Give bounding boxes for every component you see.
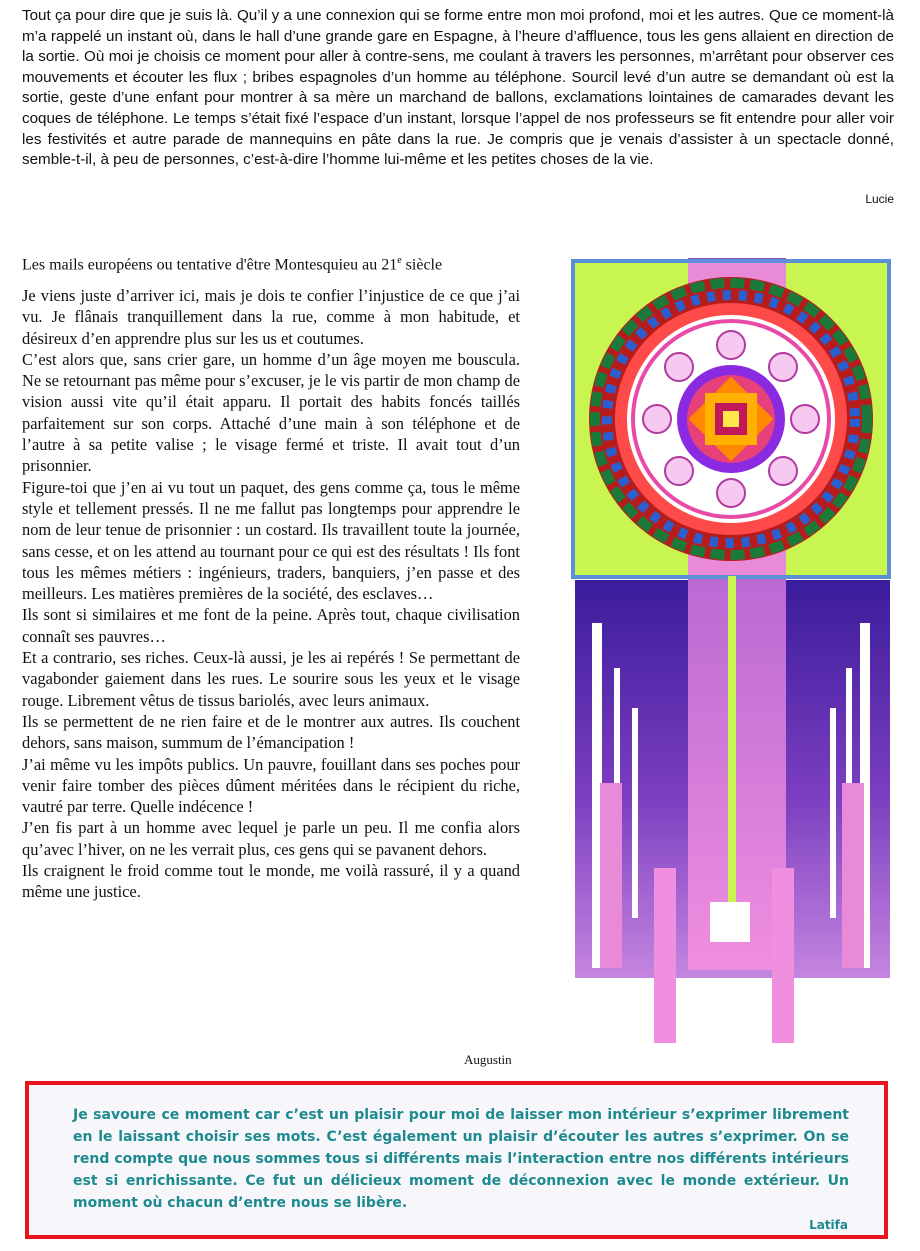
augustin-signature: Augustin xyxy=(464,1052,512,1067)
article-paragraph: J’en fis part à un homme avec lequel je parle un peu. Il me confia alors qu’avec l’hiver, on ne les verrait plus, ces gens qui se pavanent dehors. xyxy=(22,818,520,859)
article-paragraph: J’ai même vu les impôts publics. Un pauvre, fouillant dans ses poches pour venir faire tomber des pièces dûment méritées dans le récipient du riche, vautré par terre. Quelle indécence ! xyxy=(22,754,520,817)
article-title: Les mails européens ou tentative d'être Montesquieu au 21e siècle xyxy=(22,255,443,274)
latifa-box xyxy=(25,1081,888,1239)
lucie-signature: Lucie xyxy=(865,192,894,206)
article-paragraph: Ils sont si similaires et me font de la peine. Après tout, chaque civilisation connaît ses pauvres… xyxy=(22,605,520,646)
article-paragraph: Ils se permettent de ne rien faire et de le montrer aux autres. Ils couchent dehors, sans maison, summum de l’émancipation ! xyxy=(22,711,520,753)
article-paragraph: C’est alors que, sans crier gare, un homme d’un âge moyen me bouscula. Ne se retournant pas même pour s’excuser, je le vis partir de mon champ de vision aussi vite qu’il était apparu. Il portait des habits foncés taillés parfaitement sur son corps. Attaché d’une main à son téléphone et de l’autre à sa petite valise ; le visage fermé et triste. Il avait tout d’un prisonnier. xyxy=(22,349,520,476)
article-body xyxy=(22,285,520,903)
latifa-text: Je savoure ce moment car c’est un plaisir pour moi de laisser mon intérieur s’exprimer librement en le laissant choisir ses mots. C’est également un plaisir d’écouter les autres s’exprimer. On se rend compte que nous sommes tous si différents mais l’interaction entre nos différents intérieurs est si enrichissante. Ce fut un délicieux moment de déconnexion avec le monde extérieur. Un moment où chacun d’entre nous se libère. xyxy=(73,1107,849,1211)
article-paragraph: Figure-toi que j’en ai vu tout un paquet, des gens comme ça, tous le même style et tellement pressés. Il ne me fallut pas longtemps pour apprendre le nom de leur tenue de prisonnier : un costard. Ils travaillent toute la journée, sans cesse, et on les attend au tournant pour ce qui est des résultats ! Ils font tous les mêmes métiers : ingénieurs, traders, banquiers, j’en passe et des meilleurs. Les matières premières de la société, des esclaves… xyxy=(22,477,520,604)
lucie-text: Tout ça pour dire que je suis là. Qu’il y a une connexion qui se forme entre mon moi profond, moi et les autres. Que ce moment-là m’a rappelé un instant où, dans le hall d’une grande gare en Espagne, à l’heure d’affluence, tous les gens allaient en direction de la sortie. Où moi je choisis ce moment pour aller à contre-sens, me coulant à travers les personnes, m’arrêtant pour observer ces mouvements et écouter les flux ; bribes espagnoles d’un homme au téléphone. Sourcil levé d’un autre se demandant où est la sortie, geste d’une enfant pour montrer à sa mère un marchand de ballons, exclamations lointaines de camarades devant les coques de téléphone. Le temps s’était fixé l’espace d’un instant, lorsque l’appel de nos professeurs se fit entendre pour aller voir les festivités et autre parade de mannequins en pâte dans la rue. Je compris que je venais d’assister à un spectacle donné, semble-t-il, à peu de personnes, c’est-à-dire l’homme lui-même et les petites choses de la vie. xyxy=(22,7,894,169)
article-paragraph: Et a contrario, ses riches. Ceux-là aussi, je les ai repérés ! Se permettant de vagabonder gaiement dans les rues. Le sourire sous les yeux et le visage rouge. Librement vêtus de tissus bariolés, avec leurs animaux. xyxy=(22,648,520,710)
mandala-artwork xyxy=(570,258,896,1048)
article-paragraph: Je viens juste d’arriver ici, mais je dois te confier l’injustice de ce que j’ai vu. Je flânais tranquillement dans la rue, comme à mon habitude, et désireux d’en apprendre plus sur les us et coutumes. xyxy=(22,286,520,348)
latifa-signature: Latifa xyxy=(809,1218,848,1232)
article-paragraph: Ils craignent le froid comme tout le monde, me voilà rassuré, il y a quand même une justice. xyxy=(22,861,520,902)
